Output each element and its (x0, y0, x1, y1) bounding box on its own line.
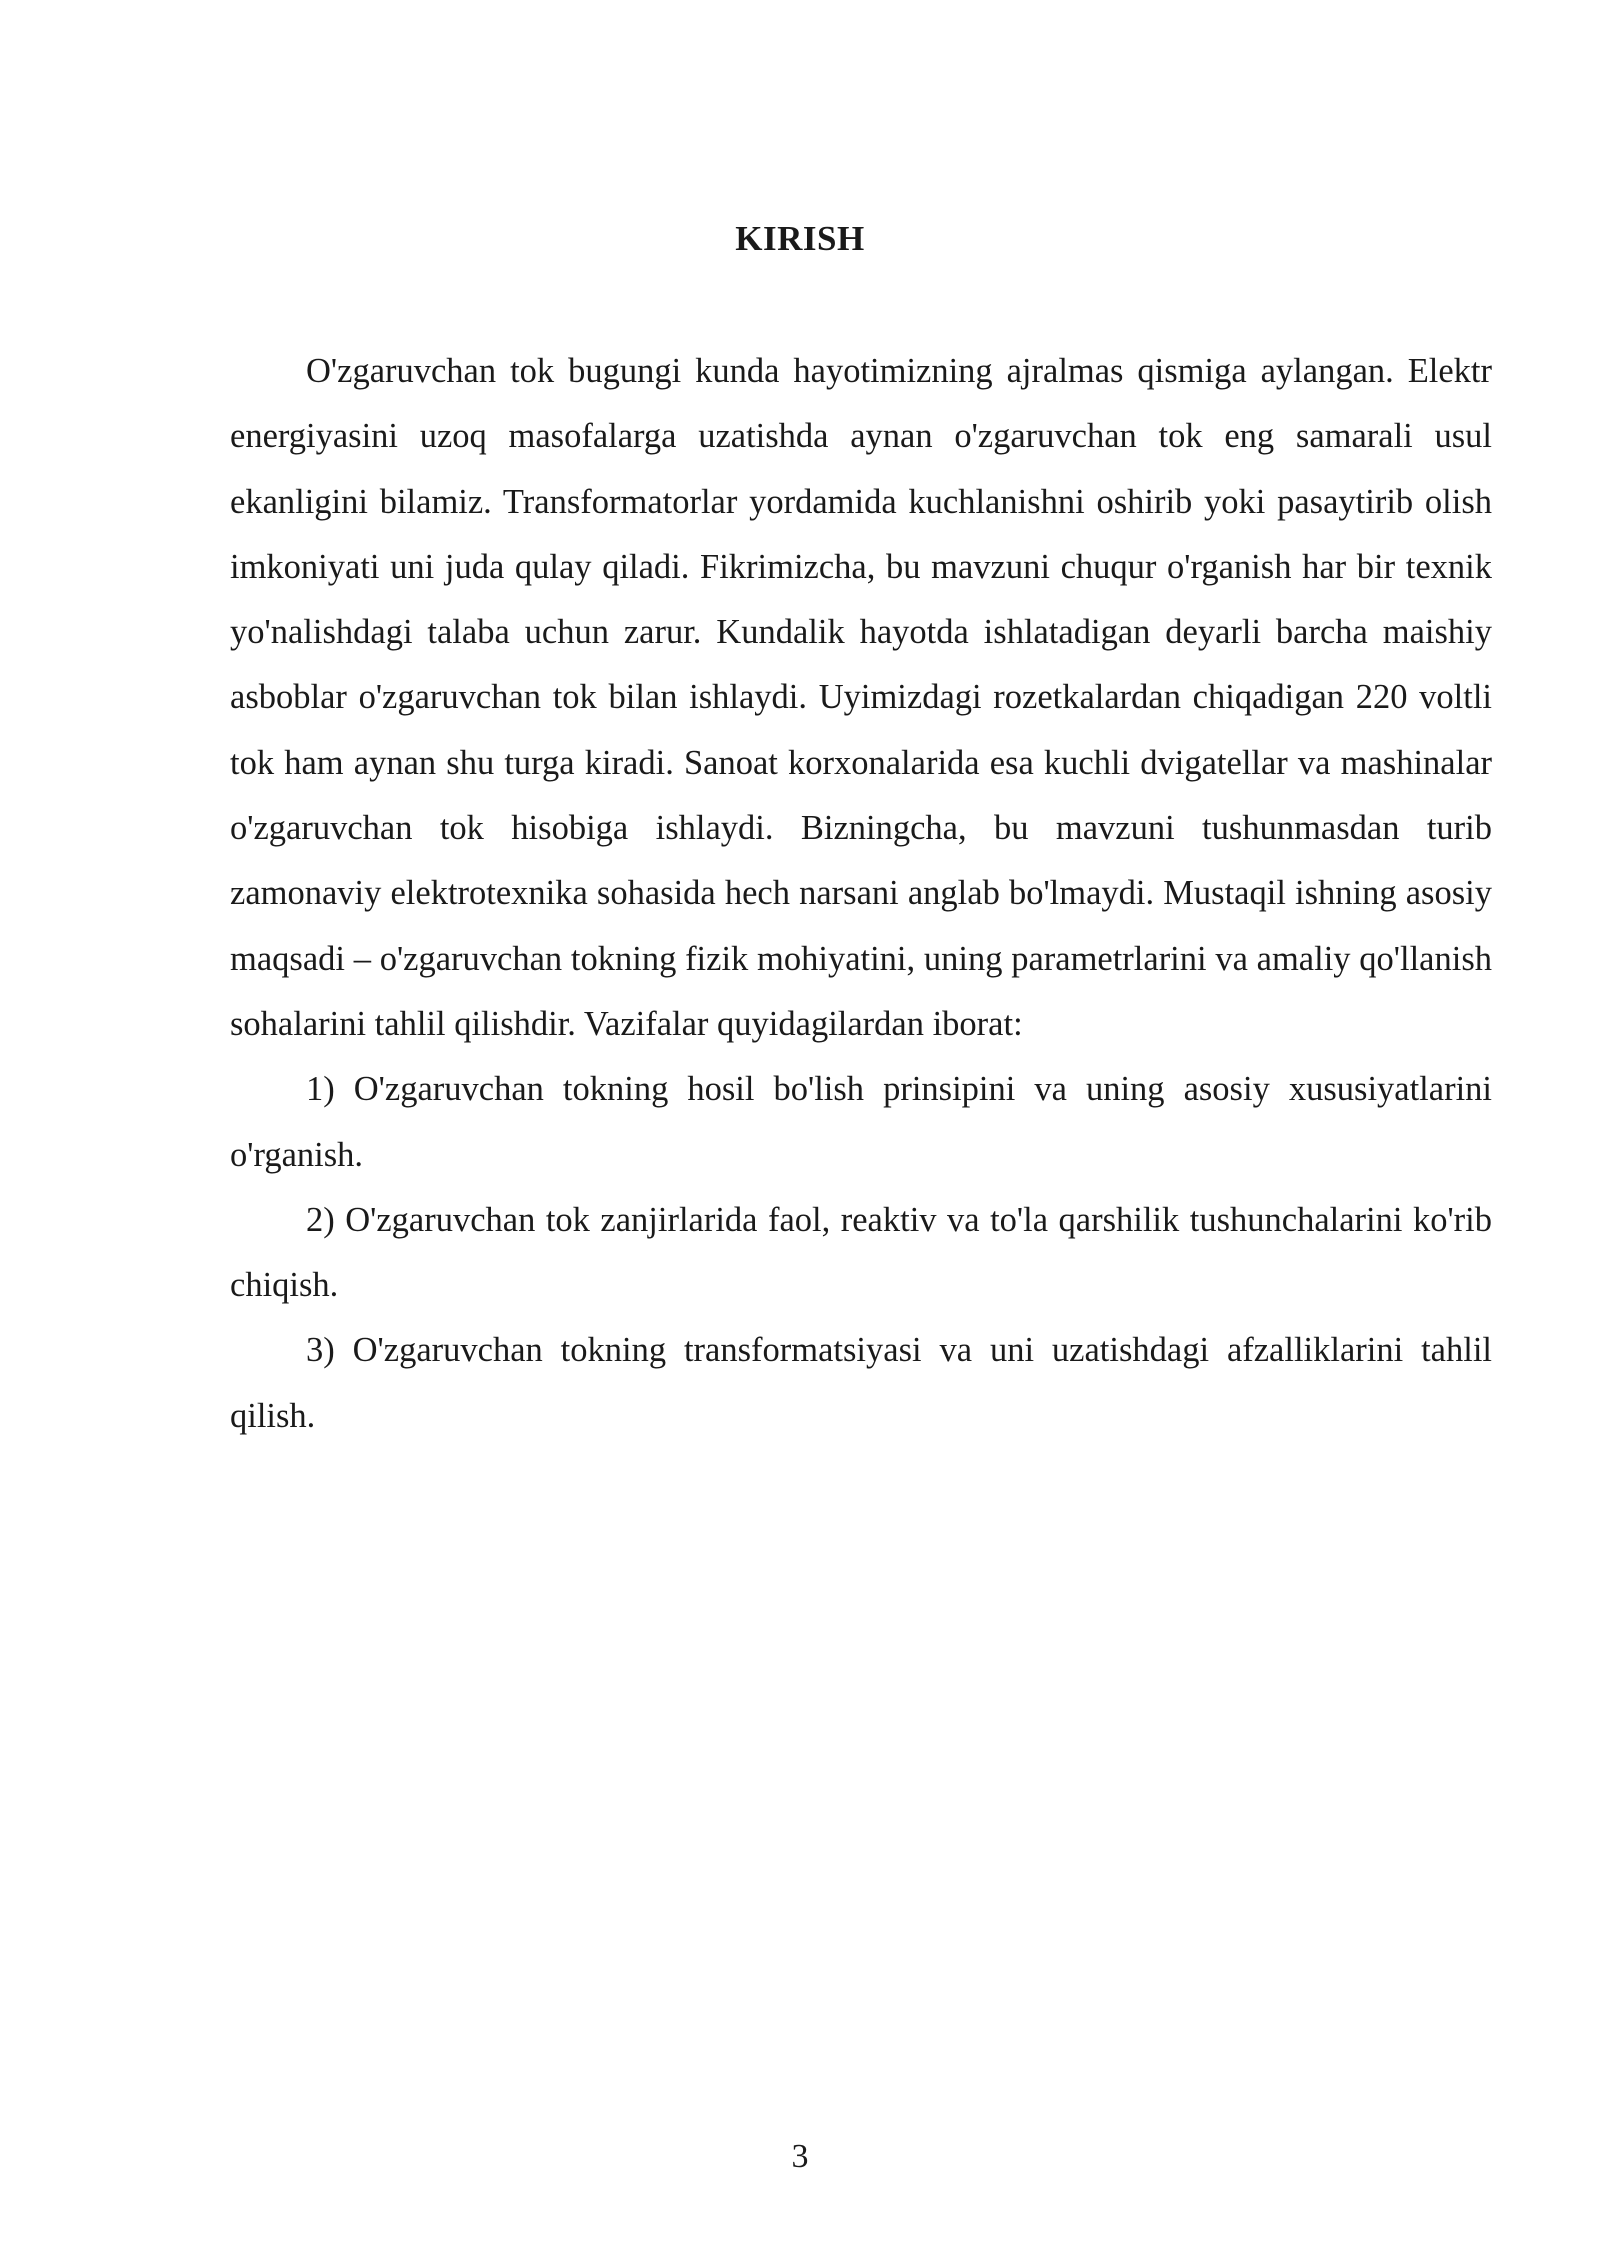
task-item-1: 1) O'zgaruvchan tokning hosil bo'lish prinsipini va uning asosiy xususiyatlarini o'rganish. (230, 1070, 1492, 1174)
intro-paragraph: O'zgaruvchan tok bugungi kunda hayotimizning ajralmas qismiga aylangan. Elektr energiyasini uzoq masofalarga uzatishda aynan o'zgaruvchan tok eng samarali usul ekanligini bilamiz. Transformatorlar yordamida kuchlanishni oshirib yoki pasaytirib olish imkoniyati uni juda qulay qiladi. Fikrimizcha, bu mavzuni chuqur o'rganish har bir texnik yo'nalishdagi talaba uchun zarur. Kundalik hayotda ishlatadigan deyarli barcha maishiy asboblar o'zgaruvchan tok bilan ishlaydi. Uyimizdagi rozetkalardan chiqadigan 220 voltli tok ham aynan shu turga kiradi. Sanoat korxonalarida esa kuchli dvigatellar va mashinalar o'zgaruvchan tok hisobiga ishlaydi. Bizningcha, bu mavzuni tushunmasdan turib zamonaviy elektrotexnika sohasida hech narsani anglab bo'lmaydi. Mustaqil ishning asosiy maqsadi – o'zgaruvchan tokning fizik mohiyatini, uning parametrlarini va amaliy qo'llanish sohalarini tahlil qilishdir. Vazifalar quyidagilardan iborat: (230, 352, 1492, 1043)
task-item-2: 2) O'zgaruvchan tok zanjirlarida faol, reaktiv va to'la qarshilik tushunchalarini ko'rib chiqish. (230, 1200, 1492, 1305)
section-heading: KIRISH (735, 219, 865, 258)
task-item-3: 3) O'zgaruvchan tokning transformatsiyasi va uni uzatishdagi afzalliklarini tahlil qilish. (230, 1331, 1492, 1435)
body-text (230, 339, 1492, 1449)
page-number: 3 (791, 2138, 809, 2175)
